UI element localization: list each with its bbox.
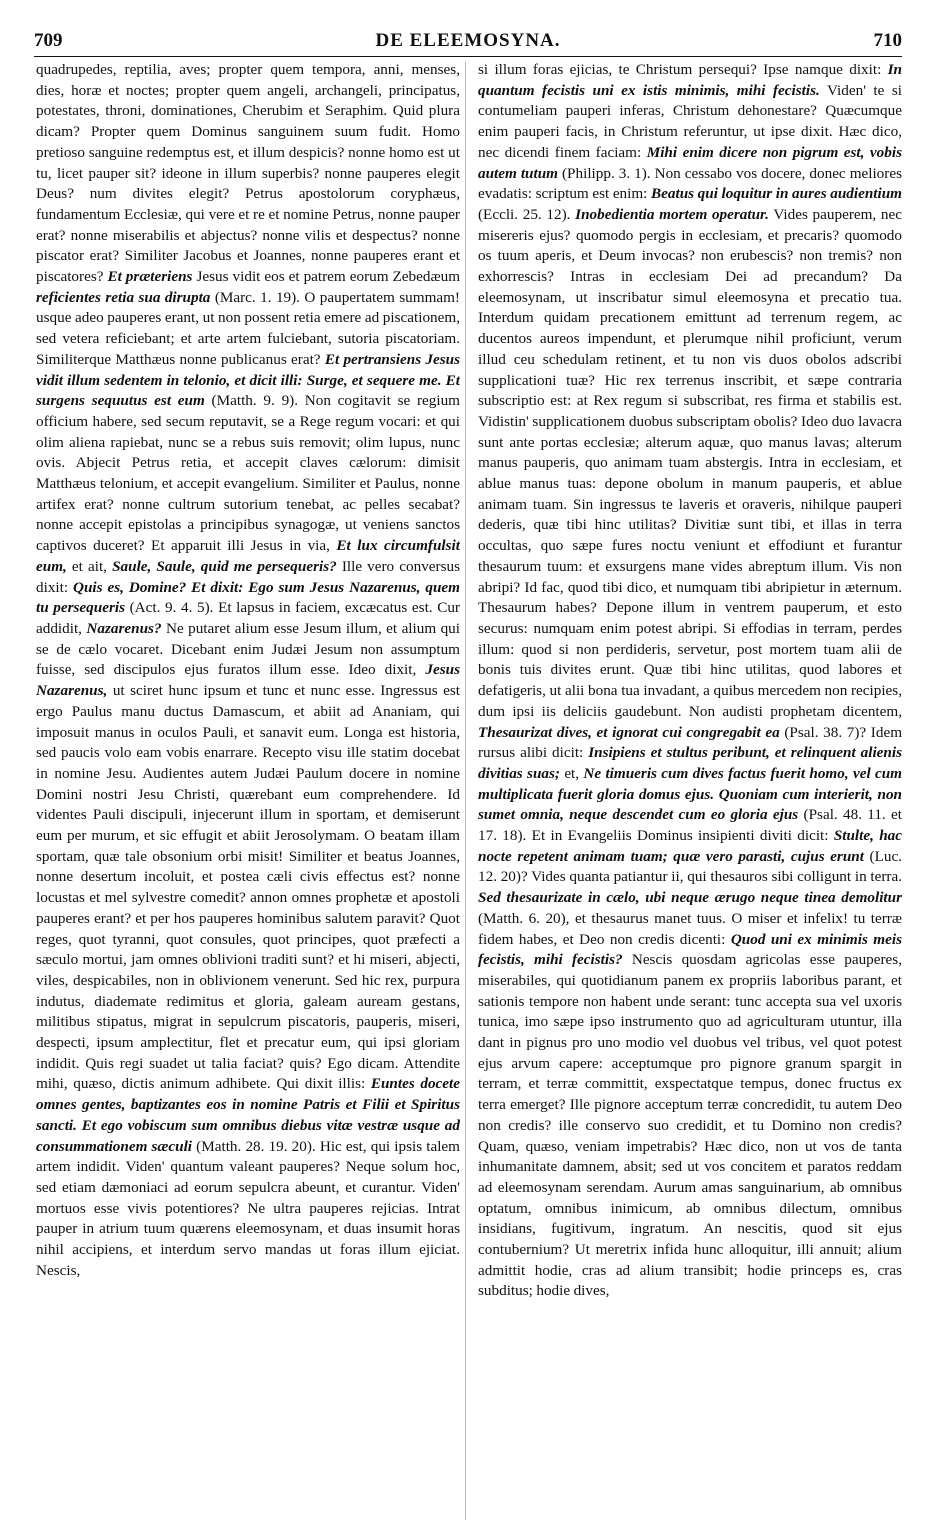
- quotation-span: Quod uni ex minimis meis fecistis, mihi fecistis?: [478, 930, 902, 969]
- text-span: (Psal. 38. 7)? Idem rursus alibi dicit:: [478, 723, 902, 762]
- page-number-right: 710: [873, 30, 902, 51]
- quotation-span: Quis es, Domine? Et dixit: Ego sum Jesus Nazarenus, quem tu persequeris: [36, 578, 460, 617]
- text-span: ut sciret hunc ipsum et tunc et nunc esse. Ingressus est ergo Paulus manu ductus Damascum, et abiit ad Ananiam, qui imposuit manus in oculos Pauli, et sanavit eum. Longa est historia, sed paucis volo eam vobis enarrare. Recepto visu ille statim docebat in nomine Jesu. Audientes autem Judæi Paulum docere in nomine Domini nostri Jesu Christi, quærebant eum comprehendere. Id videntes Pauli discipuli, injecerunt illum in sportam, et demiserunt eum per murum, et sic effugit et abiit Jerosolymam. O beatam illam sportam, quæ tale obsonium orbi misit! Similiter et beatus Joannes, nonne desertum incoluit, et postea cæli civis effectus est? nonne locustas et mel sylvestre comedit? annon omnes prophetæ et apostoli pauperes erant? et per hos pauperes hominibus salutem paravit? Quot reges, quot tyranni, quot consules, quot principes, quot præfecti a sæculo mortui, jam omnes oblivioni traditi sunt? et hi miseri, abjecti, viles, despicabiles, non in oblivionem venerunt. Sed hic rex, purpura indutus, diademate redimitus et gloria, galeam auream gestans, militibus stipatus, migrat in sepulcrum piscatoris, pauperis, miseri, despecti, ipsum amplectitur, flet et precatur eum, qui ipsi gloriam indidit. Quis regi suadet ut talia faciat? quis? Ego dicam. Attendite mihi, quæso, dictis animum adhibete. Qui dixit illis:: [36, 682, 460, 1093]
- quotation-span: Beatus qui loquitur in aures audientium: [651, 185, 902, 203]
- quotation-span: Et pertransiens Jesus vidit illum sedentem in telonio, et dicit illi: Surge, et sequere me. Et surgens sequutus est eum: [36, 350, 460, 410]
- quotation-span: reficientes retia sua dirupta: [36, 288, 211, 306]
- text-span: si illum foras ejicias, te Christum persequi? Ipse namque dixit:: [478, 61, 888, 78]
- text-span: (Eccli. 25. 12).: [478, 205, 576, 223]
- text-span: (Matth. 9. 9). Non cogitavit se regium officium habere, sed secum reputavit, se a Rege regum vocari: et qui olim aliena rapiebat, nunc se a rebus suis removit; olim lupus, nunc ovis. Abjecit Petrus retia, et accepit claves cælorum: dimisit Matthæus telonium, et accepit evangelium. Similiter et Paulus, nonne artifex erat? nonne cultrum sutorium tenebat, ac pelles secabat? nonne accepit epistolas a principibus synagogæ, ut veniens sanctos captivos duceret? Et apparuit illi Jesus in via,: [36, 392, 460, 555]
- right-column-text: [478, 60, 902, 1302]
- text-span: (Marc. 1. 19). O paupertatem summam! usque adeo pauperes erant, ut non possent retia emere ad piscationem, sed vetera reficiebant; et arte artem fulciebant, sutoria piscatoriam. Similiterque Matthæus nonne publicanus erat?: [36, 288, 460, 368]
- quotation-span: Et lux circumfulsit eum,: [36, 537, 460, 575]
- quotation-span: Thesaurizat dives, et ignorat cui congregabit ea: [478, 723, 780, 741]
- quotation-span: Nazarenus?: [86, 619, 162, 637]
- quotation-span: Sed thesaurizate in cælo, ubi neque ærugo neque tinea demolitur: [478, 889, 902, 907]
- text-span: Ne putaret alium esse Jesum illum, et alium qui se de cælo vocaret. Dicebant enim Judæi Jesum non assumptum fuisse, sed discipulos ejus furatos illum esse. Ideo dixit,: [36, 619, 460, 679]
- quotation-span: Ne timueris cum dives factus fuerit homo, vel cum multiplicata fuerit gloria domus ejus. Quoniam cum interierit, non sumet omnia, neque descendet cum eo gloria ejus: [478, 764, 902, 824]
- quotation-span: Jesus Nazarenus,: [36, 661, 460, 700]
- quotation-span: Stulte, hac nocte repetent animam tuam; quæ vero parasti, cujus erunt: [478, 827, 902, 865]
- quotation-span: Et præteriens: [107, 268, 193, 286]
- left-column: [36, 60, 460, 1522]
- text-span: (Luc. 12. 20)? Vides quanta patiantur ii, qui thesauros sibi colligunt in terra.: [478, 847, 902, 886]
- text-span: quadrupedes, reptilia, aves; propter quem tempora, anni, menses, dies, horæ et noctes; propter quem angeli, archangeli, principatus, potestates, throni, dominationes, Cherubim et Seraphim. Quid plura dicam? Propter quem Dominus sanguinem suum fudit. Homo pretioso sanguine redemptus est, et illum despicis? nonne homo est ut tu, licet pauper sit? ideone in illum superbis? nonne pauperes elegit Deus? num divites elegit? Petrus apostolorum coryphæus, fundamentum Ecclesiæ, qui vere et re et nomine Petrus, nonne pauper erat? nonne miserabilis et abjectus? nonne vilis et despectus? nonne piscator erat? Similiter Jacobus et Joannes, nonne pauperes erant et piscatores?: [36, 61, 460, 286]
- text-span: (Act. 9. 4. 5). Et lapsus in faciem, excæcatus est. Cur addidit,: [36, 599, 460, 637]
- column-divider: [465, 62, 466, 1520]
- quotation-span: Insipiens et stultus peribunt, et relinquent alienis divitias suas;: [478, 744, 902, 782]
- quotation-span: Euntes docete omnes gentes, baptizantes eos in nomine Patris et Filii et Spiritus sancti. Et ego vobiscum sum omnibus diebus vitæ vestræ usque ad consummationem sæculi: [36, 1075, 460, 1155]
- text-span: Ille vero conversus dixit:: [36, 557, 460, 596]
- text-span: Jesus vidit eos et patrem eorum Zebedæum: [192, 268, 460, 286]
- quotation-span: Mihi enim dicere non pigrum est, vobis autem tutum: [478, 143, 902, 182]
- text-span: (Psal. 48. 11. et 17. 18). Et in Evangeliis Dominus insipienti diviti dicit:: [478, 806, 902, 845]
- running-title: DE ELEEMOSYNA.: [375, 30, 561, 51]
- text-span: (Philipp. 3. 1). Non cessabo vos docere, donec meliores evadatis: scriptum est enim:: [478, 164, 902, 203]
- text-span: et ait,: [66, 557, 113, 575]
- quotation-span: In quantum fecistis uni ex istis minimis, mihi fecistis.: [478, 61, 902, 99]
- left-column-text: [36, 60, 460, 1281]
- quotation-span: Inobedientia mortem operatur.: [575, 205, 769, 223]
- text-span: Vides pauperem, nec misereris ejus? quomodo pergis in ecclesiam, et precaris? quomodo os tuum aperis, et Deum invocas? non erubescis? non tremis? non exhorrescis? Intras in ecclesiam Dei ad precandum? Da eleemosynam, ut inscribatur simul eleemosyna et precatio tua. Interdum quidam precationem emittunt ad terrenum regem, ac ducentos aureos impendunt, et plerumque nihil proficiunt, verum illud ceu schedulam retinent, et tu non vis duos obolos adscribi supplicationi tuæ? Hic rex terrenus inscribit, et sæpe contraria subscriptio est: at Rex regum si subscribat, res firma et stabilis est. Vidistin' supplicationem duobus subscriptam obolis? Ideo duo lavacra sunt ante portas ecclesiæ; alterum aquæ, quo manus lavas; alterum manus pauperis, quo animam tuam abstergis. Intra in ecclesiam, et ablue manus tuas: depone obolum in manum pauperis, et ablue animam tuam. Sin ingressus te laveris et oraveris, nihilque pauperi dederis, quæ tibi hinc utilitas? Divitiæ sunt tibi, et illas in terra occultas, quo sæpe fures noctu veniunt et effodiunt et furantur thesaurum tuum: et exsurgens mane vides abreptum illum. Vis non abripi? Id fac, quod tibi dico, et numquam tibi abripietur in æternum. Thesaurum habes? Depone illum in ventrem pauperum, et esto securus: numquam enim potest abripi. Si effodias in terram, perdes illum: quod si non perdideris, servetur, post mortem tuam alii de bonis tuis divites erunt. Quæ tibi hinc utilitas, quod labores et defatigeris, ut alii bona tua invadant, a quibus mercedem non recipies, dum ipsi iis deliciis gaudebunt. Non audisti prophetam dicentem,: [478, 205, 902, 720]
- page-number-left: 709: [34, 30, 63, 51]
- text-span: et,: [559, 764, 584, 782]
- text-span: (Matth. 6. 20), et thesaurus manet tuus. O miser et infelix! tu terræ fidem habes, et Deo non credis dicenti:: [478, 909, 902, 948]
- running-header: [34, 30, 902, 57]
- right-column: [478, 60, 902, 1522]
- text-span: Nescis quosdam agricolas esse pauperes, miserabiles, qui quotidianum panem ex propriis laboribus parant, et sationis tempore non habent unde serant: tunc accepta sua vel uxoris tunica, imo sæpe ipso instrumento quo ad agriculturam utuntur, illa dant in pignus pro uno modio vel duobus vel tribus, vel quot potest ejus arvum capere: acceptumque pro pignore granum spargit in terram, et terræ committit, exspectatque tempus, donec fructus ex terra emerget? Ille pignore acceptum terræ concredidit, tu autem Deo non credis? ille conservo suo credidit, et tu Domino non credis? Quam, quæso, veniam impetrabis? Hæc dico, non ut vos de tanta inhumanitate damnem, absit; sed ut vos concitem et paratos reddam ad eleemosynam serendam. Aurum amas sanguinarium, ab omnibus optatum, omnibus inimicum, ab omnibus dilectum, omnibus insidians, fugitivum, ingratum. An nescitis, quod sit ejus contubernium? Ut meretrix infida hunc alloquitur, illi annuit; alium admittit hodie, cras ad alium transibit; hodie princeps es, cras subditus; hodie dives,: [478, 951, 902, 1300]
- quotation-span: Saule, Saule, quid me persequeris?: [112, 557, 337, 575]
- text-span: Viden' te si contumeliam pauperi inferas, Christum dehonestare? Quæcumque enim pauperi facis, in Christum referuntur, ut ipse dixit. Hæc dico, nec dicendi finem faciam:: [478, 81, 902, 161]
- text-span: (Matth. 28. 19. 20). Hic est, qui ipsis talem artem indidit. Viden' quantum valeant pauperes? Neque solum hoc, sed etiam dæmoniaci ad eorum sepulcra abeunt, et curantur. Viden' mortuos esse vivis potentiores? Ne ultra pauperes rejicias. Intrat pauper in atrium tuum quærens eleemosynam, et duas insumit horas nihil accipiens, et interdum servo mandas ut foras illum ejiciat. Nescis,: [36, 1137, 460, 1279]
